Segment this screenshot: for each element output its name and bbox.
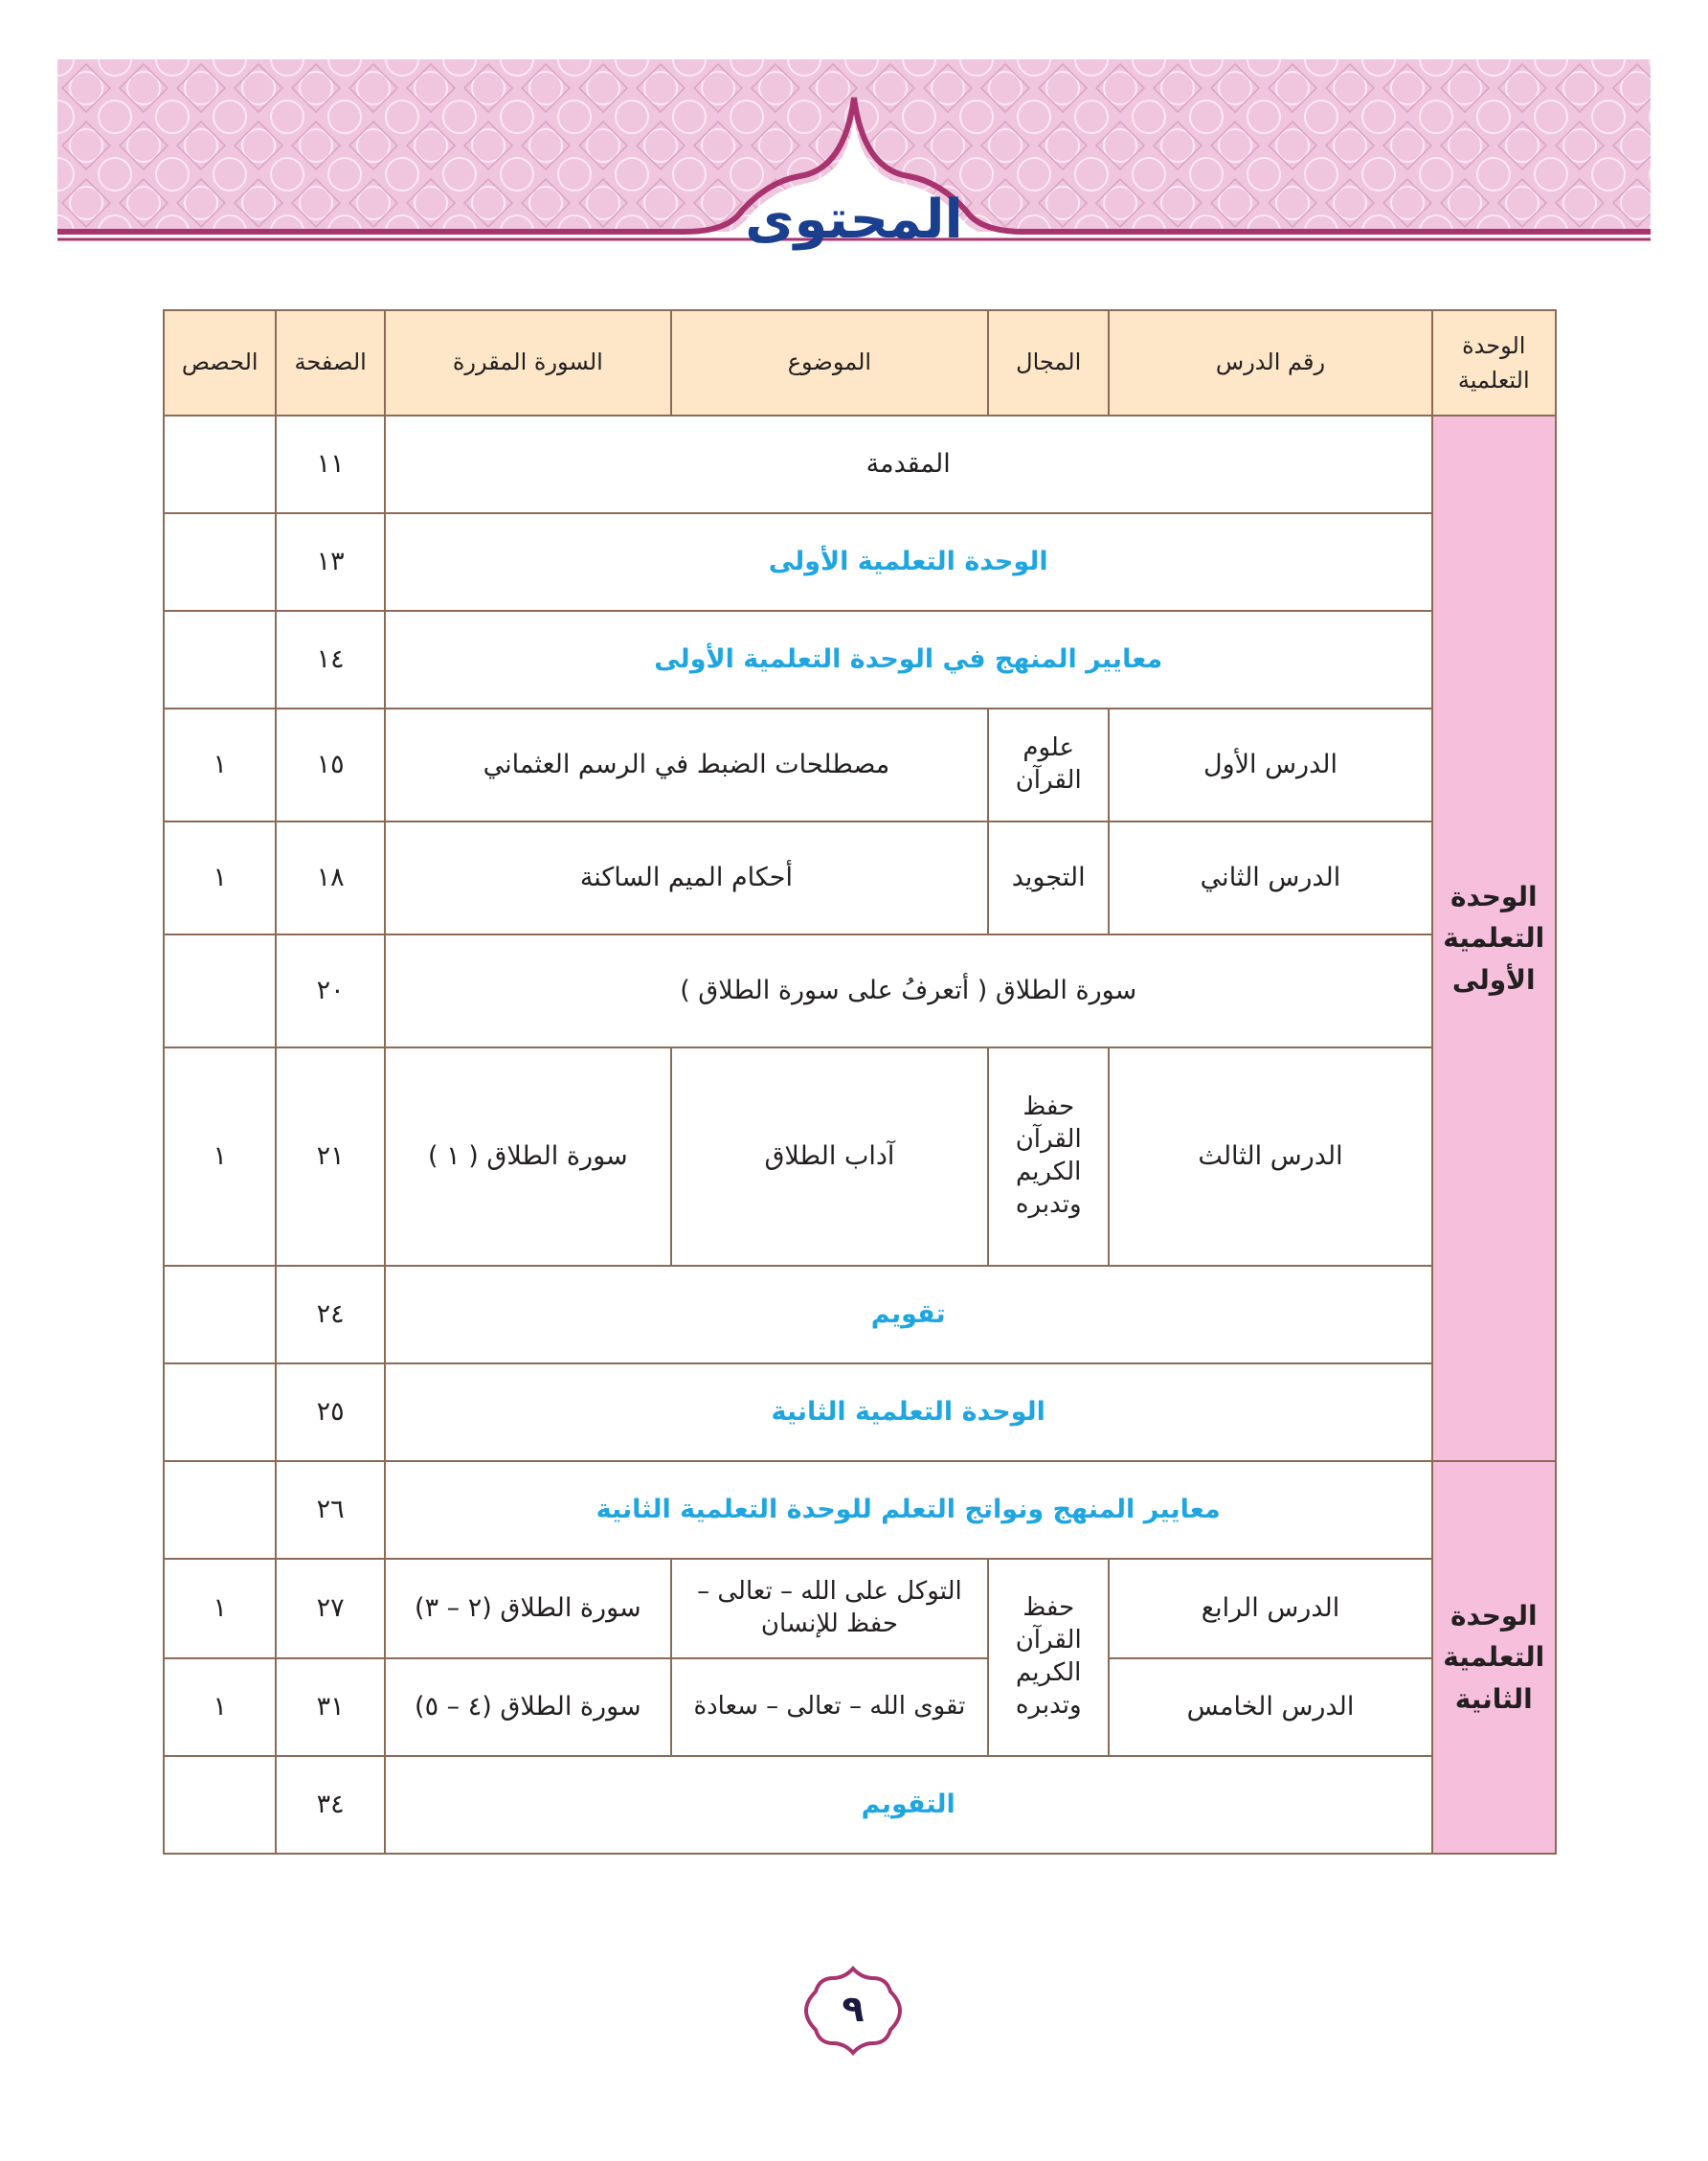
field-cell: حفظ القرآن الكريم وتدبره: [988, 1047, 1109, 1266]
column-header-sessions: الحصص: [164, 310, 276, 416]
table-row: [164, 709, 1556, 822]
page-number-cell: ١٨: [276, 822, 384, 934]
page-number-cell: ٣٤: [276, 1756, 384, 1854]
surah-cell: سورة الطلاق (٤ – ٥): [385, 1658, 671, 1756]
page-number-cell: ٢١: [276, 1047, 384, 1266]
sessions-cell: [164, 416, 276, 513]
field-cell: علوم القرآن: [988, 709, 1109, 822]
page-number-cell: ٣١: [276, 1658, 384, 1756]
page-number-cell: ١١: [276, 416, 384, 513]
table-row: [164, 1658, 1556, 1756]
row-title: سورة الطلاق ( أتعرفُ على سورة الطلاق ): [385, 934, 1432, 1047]
column-header-field: المجال: [988, 310, 1109, 416]
unit-label-second: الوحدة التعلمية الثانية: [1432, 1461, 1556, 1854]
lesson-cell: الدرس الثاني: [1109, 822, 1431, 934]
row-title: الوحدة التعلمية الثانية: [385, 1363, 1432, 1461]
page-number-cell: ٢٧: [276, 1559, 384, 1658]
field-cell: حفظ القرآن الكريم وتدبره: [988, 1559, 1109, 1756]
topic-cell: آداب الطلاق: [671, 1047, 988, 1266]
lesson-cell: الدرس الأول: [1109, 709, 1431, 822]
topic-cell: التوكل على الله – تعالى – حفظ للإنسان: [671, 1559, 988, 1658]
table-row: [164, 934, 1556, 1047]
topic-cell: أحكام الميم الساكنة: [385, 822, 988, 934]
table-header-row: [164, 310, 1556, 416]
row-title: معايير المنهج ونواتج التعلم للوحدة التعلمية الثانية: [385, 1461, 1432, 1559]
topic-cell: تقوى الله – تعالى – سعادة: [671, 1658, 988, 1756]
page-title: المحتوى: [745, 189, 963, 251]
table-row: [164, 1363, 1556, 1461]
sessions-cell: [164, 1266, 276, 1363]
sessions-cell: ١: [164, 709, 276, 822]
surah-cell: سورة الطلاق (٢ – ٣): [385, 1559, 671, 1658]
column-header-unit: الوحدة التعلمية: [1432, 310, 1556, 416]
page-number-cell: ١٥: [276, 709, 384, 822]
field-cell: التجويد: [988, 822, 1109, 934]
contents-table: [163, 309, 1557, 1855]
row-title: الوحدة التعلمية الأولى: [385, 513, 1432, 611]
page-number-badge: [800, 1963, 906, 2059]
table-row: [164, 611, 1556, 709]
sessions-cell: [164, 513, 276, 611]
table-row: [164, 1047, 1556, 1266]
column-header-surah: السورة المقررة: [385, 310, 671, 416]
sessions-cell: [164, 1363, 276, 1461]
page-number-cell: ٢٠: [276, 934, 384, 1047]
sessions-cell: ١: [164, 822, 276, 934]
column-header-topic: الموضوع: [671, 310, 988, 416]
table-row: [164, 1559, 1556, 1658]
sessions-cell: ١: [164, 1047, 276, 1266]
table-row: [164, 822, 1556, 934]
page-number-cell: ١٤: [276, 611, 384, 709]
sessions-cell: [164, 1756, 276, 1854]
row-title: التقويم: [385, 1756, 1432, 1854]
sessions-cell: [164, 934, 276, 1047]
row-title: تقويم: [385, 1266, 1432, 1363]
page-number-cell: ٢٥: [276, 1363, 384, 1461]
unit-label-first: الوحدة التعلمية الأولى: [1432, 416, 1556, 1461]
page-number: ٩: [842, 1988, 865, 2030]
lesson-cell: الدرس الخامس: [1109, 1658, 1431, 1756]
sessions-cell: ١: [164, 1658, 276, 1756]
sessions-cell: [164, 1461, 276, 1559]
column-header-lesson: رقم الدرس: [1109, 310, 1431, 416]
table-row: [164, 1461, 1556, 1559]
topic-cell: مصطلحات الضبط في الرسم العثماني: [385, 709, 988, 822]
sessions-cell: [164, 611, 276, 709]
table-row: [164, 1756, 1556, 1854]
row-title: المقدمة: [385, 416, 1432, 513]
table-row: [164, 416, 1556, 513]
table-row: [164, 513, 1556, 611]
page-number-cell: ٢٦: [276, 1461, 384, 1559]
lesson-cell: الدرس الثالث: [1109, 1047, 1431, 1266]
sessions-cell: ١: [164, 1559, 276, 1658]
page-number-cell: ١٣: [276, 513, 384, 611]
surah-cell: سورة الطلاق ( ١ ): [385, 1047, 671, 1266]
column-header-page: الصفحة: [276, 310, 384, 416]
page-number-cell: ٢٤: [276, 1266, 384, 1363]
row-title: معايير المنهج في الوحدة التعلمية الأولى: [385, 611, 1432, 709]
lesson-cell: الدرس الرابع: [1109, 1559, 1431, 1658]
table-row: [164, 1266, 1556, 1363]
